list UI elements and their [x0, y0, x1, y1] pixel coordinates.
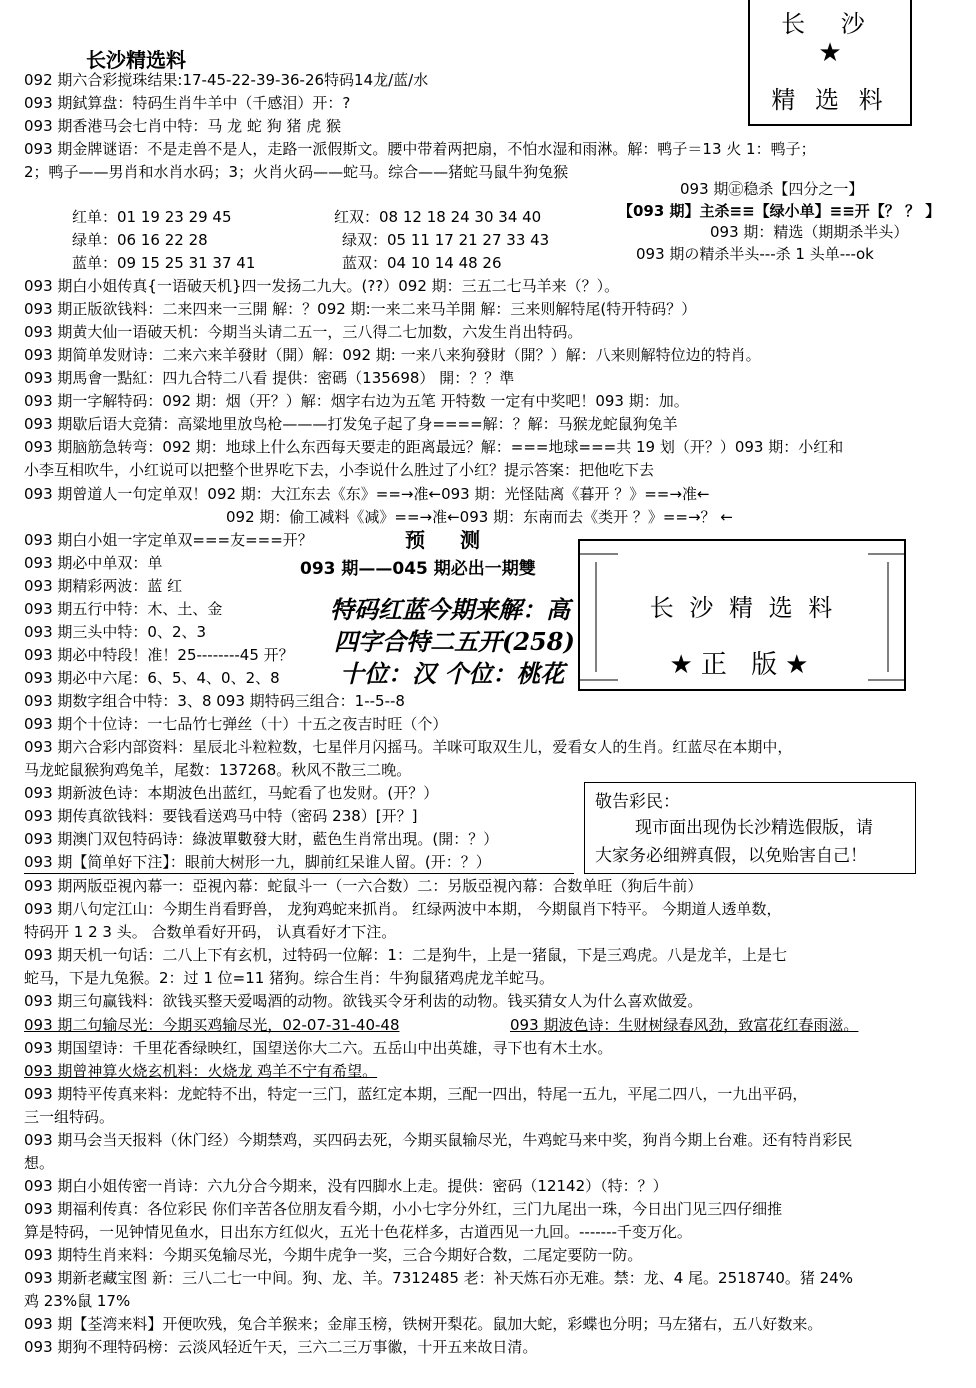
- text-line: 093 期三句赢钱料：欲钱买整天爱喝酒的动物。欲钱买令牙利齿的动物。钱买猜女人为什么喜欢做爱。: [24, 992, 703, 1010]
- text-line: 093 期【简单好下注】：眼前大树形一九，脚前红呆谁人留。(开：？）: [24, 853, 491, 871]
- text-line: 093 期个十位诗：一七品竹七弹丝（十）十五之夜吉时旺（个）: [24, 715, 448, 733]
- handwritten-line-3: 十位：汉 个位：桃花: [340, 659, 565, 688]
- red-single: 红单：01 19 23 29 45: [72, 208, 232, 226]
- text-line: 093 期脑筋急转弯：092 期：地球上什么东西每天要走的距离最远？解：===地球===共 19 划（开？）093 期：小红和: [24, 438, 844, 456]
- red-double: 红双：08 12 18 24 30 34 40: [334, 208, 542, 226]
- text-line: 092 期六合彩搅珠结果:17-45-22-39-36-26特码14龙/蓝/水: [24, 71, 429, 89]
- badge-bottom: 精 选 料: [771, 86, 889, 114]
- text-line: 093 期白小姐传密一肖诗：六九分合今期来，没有四脚水上走。提供：密码（12142）（特：？）: [24, 1177, 668, 1195]
- text-line: 093 期白小姐一字定单双===友===开？: [24, 531, 313, 549]
- blue-double: 蓝双：04 10 14 48 26: [342, 254, 502, 272]
- divider: [24, 873, 574, 874]
- text-line: 093 期澳门双包特码诗：綠波單數發大財，藍色生肖常出現。(開：？）: [24, 830, 499, 848]
- text-line: 093 期【荃湾来料】开便吹残，兔合羊猴来；金扉玉榜，铁树开梨花。鼠加大蛇，彩蝶也分明；马左猪右，五八好数来。: [24, 1315, 823, 1333]
- text-line: 093 期必中单双：单: [24, 554, 163, 572]
- notice-heading: 敬告彩民：: [595, 792, 680, 812]
- text-line: 093 期必中特段！准！25--------45 开？: [24, 646, 294, 664]
- text-line: 093 期二句输尽光：今期买鸡输尽光，02-07-31-40-48: [24, 1016, 400, 1034]
- text-line: 马龙蛇鼠猴狗鸡兔羊，尾数：137268。秋风不散三二晚。: [24, 761, 412, 779]
- text-line: 093 期简单发财诗：二来六来羊發財（開）解：092 期: 一来八来狗發財（開？）解：八来则解特位边的特肖。: [24, 346, 761, 364]
- badge-top: 长 沙: [781, 10, 879, 38]
- text-line: 093 期一字解特码：092 期：烟（开？）解：烟字右边为五笔 开特数 一定有中奖吧！093 期：加。: [24, 392, 689, 410]
- kill-line-2: 【093 期】主杀≡≡【绿小单】≡≡开【？ ？ 】: [618, 202, 941, 220]
- green-double: 绿双：05 11 17 21 27 33 43: [342, 231, 550, 249]
- text-line: 093 期金牌谜语：不是走兽不是人，走路一派假斯文。腰中带着两把扇，不怕水湿和雨淋。解：鸭子＝13 火 1：鸭子；: [24, 140, 816, 158]
- green-single: 绿单：06 16 22 28: [72, 231, 208, 249]
- text-line: 093 期鉽算盘：特码生肖牛羊中（千感泪）开：?: [24, 94, 351, 112]
- text-line: 093 期正版欲钱料：二来四来一三開 解：？092 期:一来二来马羊開 解：三来则解特尾(特开特码？）: [24, 300, 697, 318]
- handwritten-line-1: 特码红蓝今期来解：高: [330, 595, 570, 624]
- text-line: 093 期精彩两波：蓝 红: [24, 577, 183, 595]
- text-line: 093 期馬會一點紅：四九合特二八看 提供：密碼（135698） 開：？？準: [24, 369, 515, 387]
- text-line: 093 期新波色诗：本期波色出蓝红，马蛇看了也发财。(开？）: [24, 784, 439, 802]
- text-line: 093 期特平传真来料：龙蛇特不出，特定一三门，蓝红定本期，三配一四出，特尾一五九，平尾二四八，一九出平码，: [24, 1085, 808, 1103]
- kill-line-3: 093 期：精选（期期杀半头）: [710, 223, 909, 241]
- text-line: 想。: [24, 1154, 55, 1172]
- text-line: 093 期传真欲钱料：要钱看送鸡马中特（密码 238）[开？]: [24, 807, 418, 825]
- text-line: 蛇马，下是九兔猴。2：过 1 位=11 猪狗。综合生肖：牛狗鼠猪鸡虎龙羊蛇马。: [24, 969, 555, 987]
- text-line: 算是特码，一见钟情见鱼水，日出东方红似火，五光十色花样多，古道西见一九回。-------千变万化。: [24, 1223, 692, 1241]
- text-line: 小李互相吹牛，小红说可以把整个世界吃下去，小李说什么胜过了小红？提示答案：把他吃下去: [24, 461, 655, 479]
- prediction-title: 预 测: [405, 528, 494, 552]
- text-line: 092 期：偷工减料《减》==→准←093 期：东南而去《类开 ？》==→？ ←: [226, 508, 733, 526]
- text-line: 093 期两版亞視內幕一：亞視內幕：蛇鼠斗一（一六合数）二：另版亞視內幕：合数单旺（狗后牛前）: [24, 877, 703, 895]
- prediction-line: 093 期——045 期必出一期雙: [300, 559, 536, 579]
- text-line: 093 期黄大仙一语破天机：今期当头请二五一，三八得二七加数，六发生肖出特码。: [24, 323, 583, 341]
- text-line: 093 期国望诗：千里花香绿映红，国望送你大二六。五岳山中出英雄，寻下也有木土水。: [24, 1039, 613, 1057]
- text-line: 2；鸭子——男肖和水肖水码；3；火肖火码——蛇马。综合——猪蛇马鼠牛狗兔猴: [24, 163, 569, 181]
- text-line: 093 期八句定江山：今期生肖看野兽， 龙狗鸡蛇来抓肖。 红绿两波中本期， 今期鼠肖下特平。 今期道人透单数，: [24, 900, 782, 918]
- kill-line-1: 093 期㊣稳杀【四分之一】: [680, 180, 864, 198]
- text-line: 特码开 1 2 3 头。 合数单看好开码， 认真看好才下注。: [24, 923, 397, 941]
- text-line: 093 期白小姐传真{一语破天机}四一发扬二九大。(??）092 期：三五二七马羊来（？）。: [24, 277, 620, 295]
- stamp-edition: ★正 版★: [669, 650, 817, 680]
- text-line: 093 期狗不理特码榜：云淡风轻近午天，三六二三万事徽，十开五来故日清。: [24, 1338, 538, 1356]
- text-line: 093 期波色诗：生财树绿春风劲，致富花红春雨滋。: [510, 1016, 859, 1034]
- page-title: 长沙精选料: [86, 48, 186, 72]
- text-line: 093 期五行中特：木、土、金: [24, 600, 223, 618]
- text-line: 093 期特生肖来料：今期买兔输尽光，今期牛虎争一奖，三合今期好合数，二尾定要防一防。: [24, 1246, 643, 1264]
- text-line: 093 期马会当天报料（休门经）今期禁鸡，买四码去死，今期买鼠输尽光，牛鸡蛇马来中奖，狗肖今期上台难。还有特肖彩民: [24, 1131, 853, 1149]
- text-line: 三一组特码。: [24, 1108, 115, 1126]
- notice-line-1: 现市面出现伪长沙精选假版，请: [635, 818, 873, 838]
- text-line: 093 期天机一句话：二八上下有玄机，过特码一位解：1：二是狗牛，上是一猪鼠，下是三鸡虎。八是龙羊，上是七: [24, 946, 787, 964]
- text-line: 鸡 23%鼠 17%: [24, 1292, 131, 1310]
- text-line: 093 期数字组合中特：3、8 093 期特码三组合：1--5--8: [24, 692, 405, 710]
- notice-box: [584, 782, 916, 874]
- blue-single: 蓝单：09 15 25 31 37 41: [72, 254, 256, 272]
- star-icon: ★: [818, 38, 842, 68]
- handwritten-line-2: 四字合特二五开(258): [334, 627, 575, 656]
- text-line: 093 期六合彩内部资料：星辰北斗粒粒数，七星伴月闪摇马。羊咪可取双生儿，爱看女人的生肖。红蓝尽在本期中，: [24, 738, 793, 756]
- text-line: 093 期新老藏宝图 新：三八二七一中间。狗、龙、羊。7312485 老：补天炼石亦无难。禁：龙、4 尾。2518740。猪 24%: [24, 1269, 853, 1287]
- text-line: 093 期曾道人一句定单双！092 期：大江东去《东》==→准←093 期：光怪陆离《暮开 ？》==→准←: [24, 485, 710, 503]
- text-line: 093 期歇后语大竞猜：高粱地里放鸟枪———打发兔子起了身====解：？解：马猴龙蛇鼠狗兔羊: [24, 415, 678, 433]
- stamp-name: 长 沙 精 选 料: [649, 594, 837, 622]
- edition-stamp: [578, 532, 908, 696]
- title-badge: [748, 0, 912, 126]
- text-line: 093 期曾神算火烧玄机料：火烧龙 鸡羊不宁有希望。: [24, 1062, 378, 1080]
- notice-line-2: 大家务必细辨真假，以免贻害自己！: [595, 846, 867, 866]
- text-line: 093 期三头中特：0、2、3: [24, 623, 207, 641]
- text-line: 093 期必中六尾：6、5、4、0、2、8: [24, 669, 280, 687]
- kill-line-4: 093 期の精杀半头---杀 1 头单---ok: [636, 245, 874, 263]
- text-line: 093 期福利传真：各位彩民 你们辛苦各位朋友看今期，小小七字分外红，三门九尾出一珠，今日出门见三四仔细推: [24, 1200, 783, 1218]
- text-line: 093 期香港马会七肖中特：马 龙 蛇 狗 猪 虎 猴: [24, 117, 342, 135]
